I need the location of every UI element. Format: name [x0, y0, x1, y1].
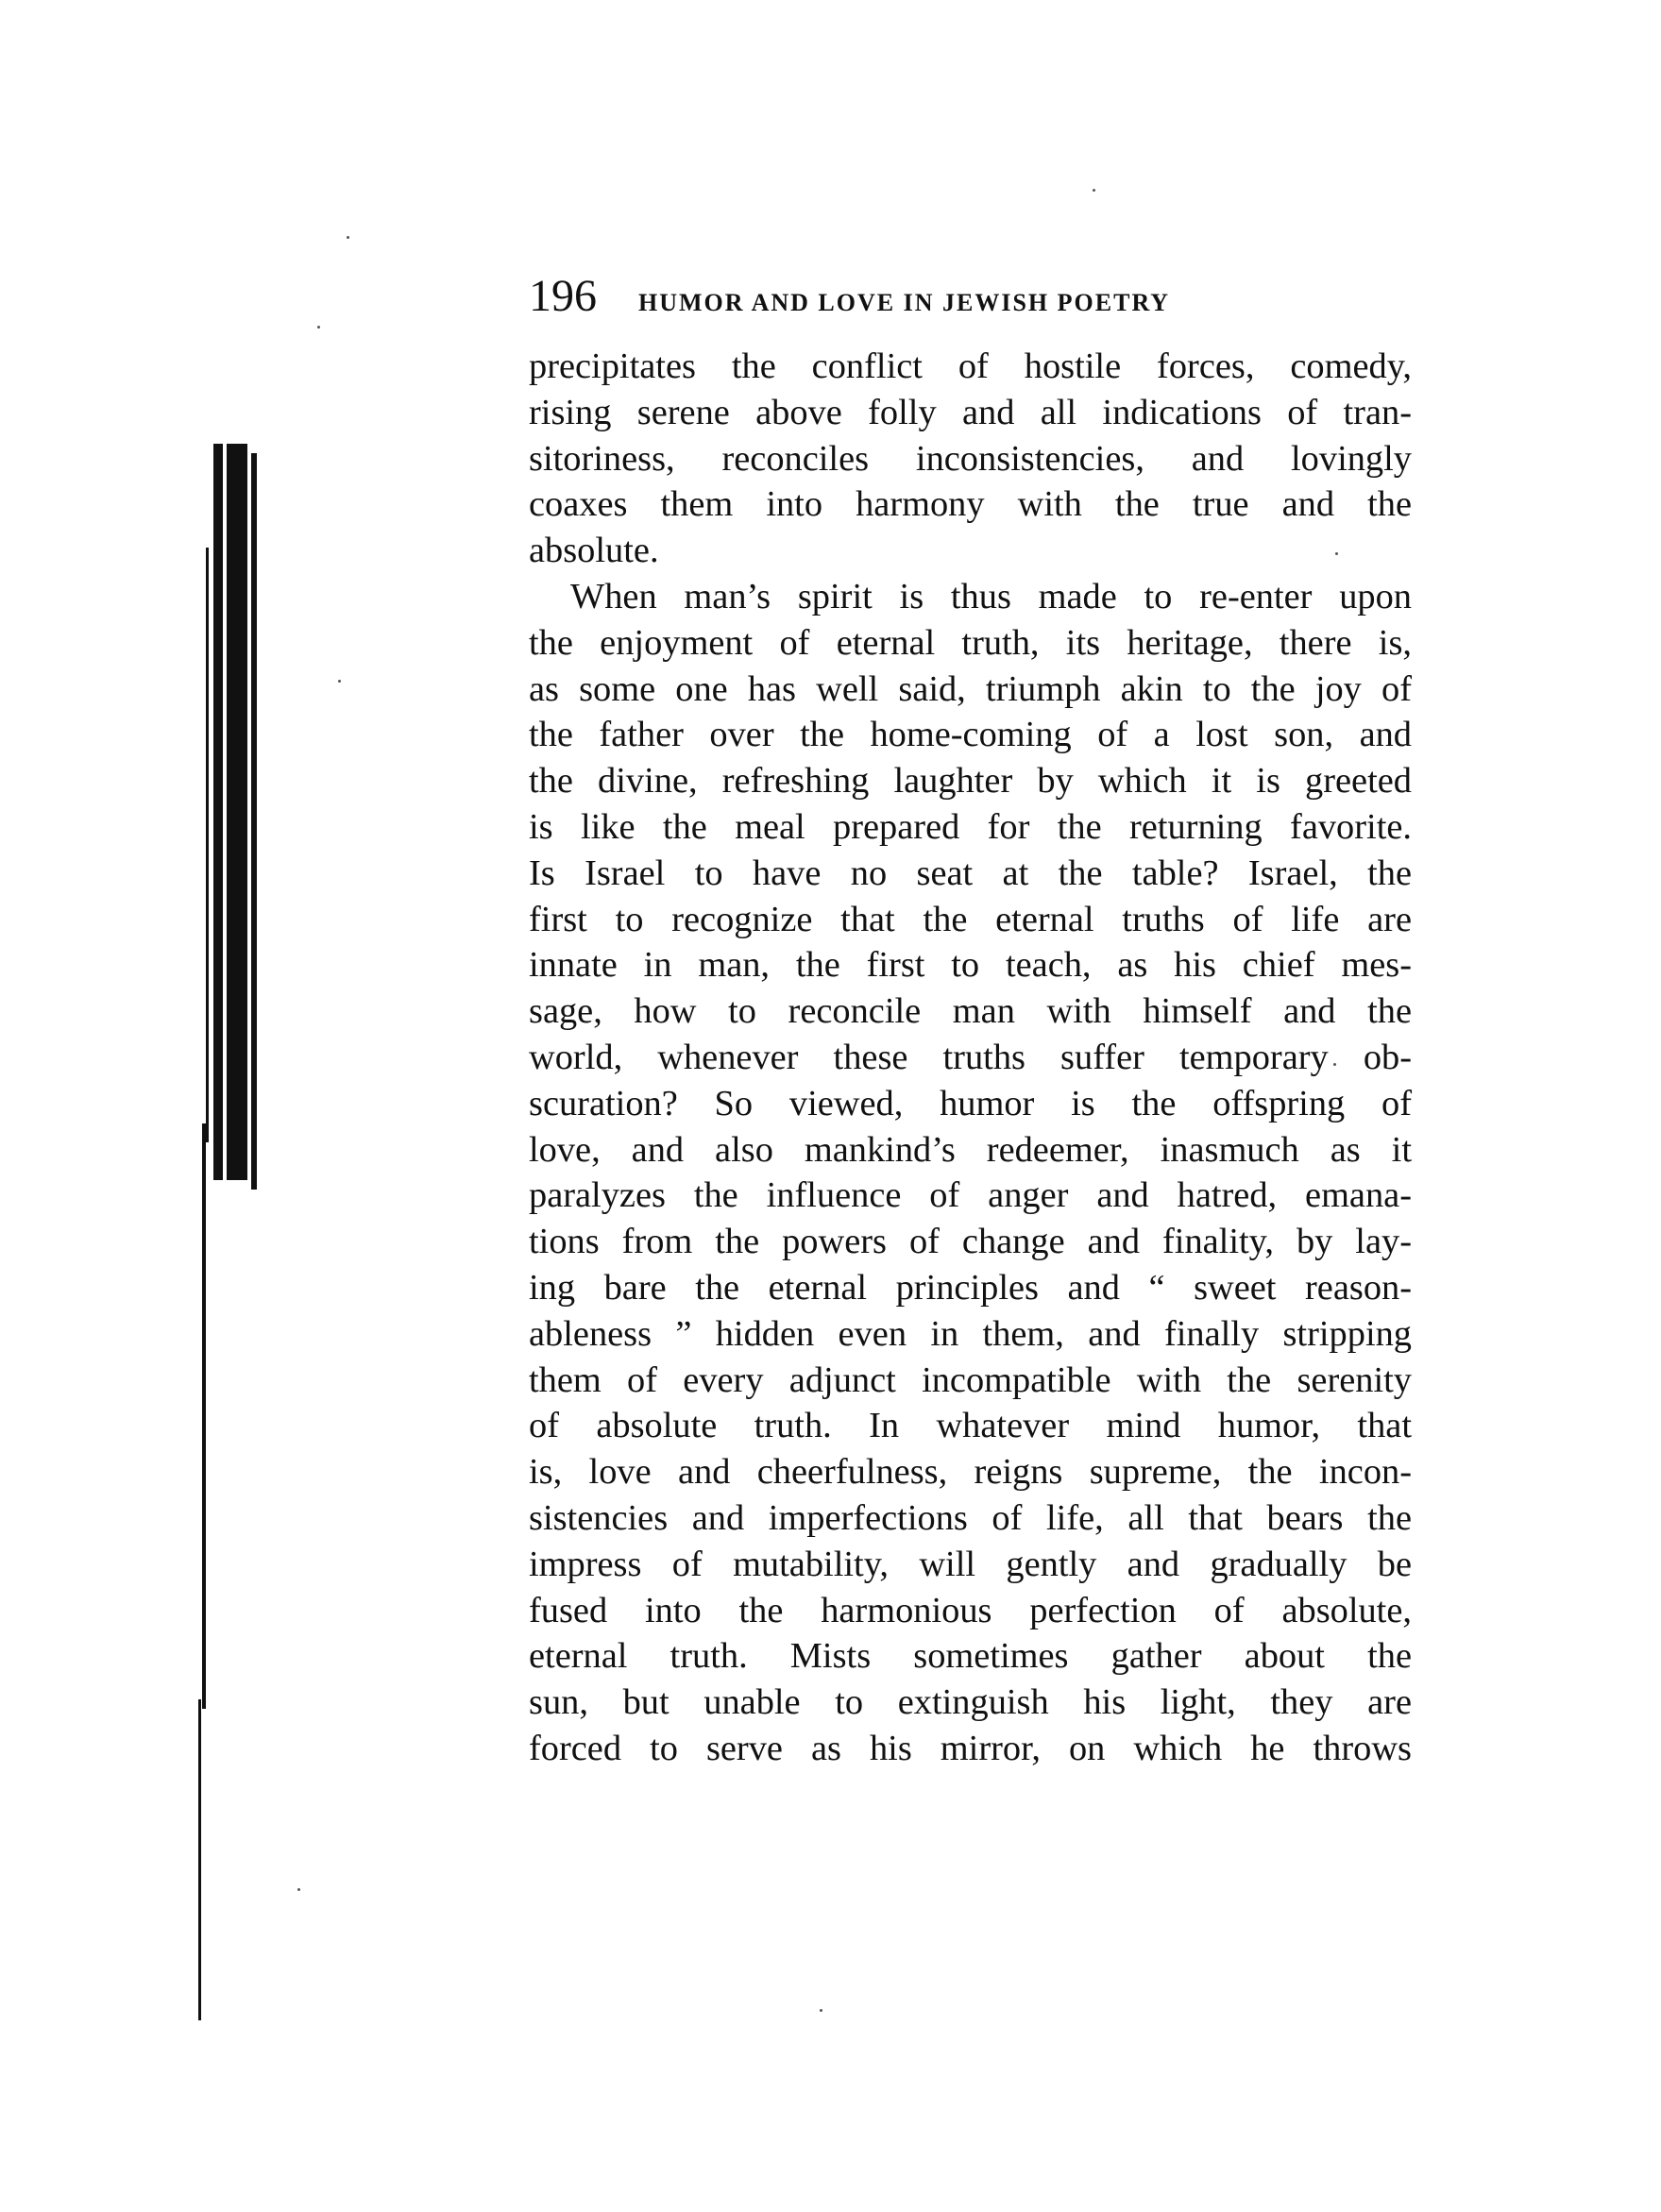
text-line: precipitates the conflict of hostile forces, comedy,	[529, 346, 1412, 386]
text-line: Is Israel to have no seat at the table? Israel, the	[529, 853, 1412, 893]
text-line: coaxes them into harmony with the true and the	[529, 484, 1412, 525]
text-line: first to recognize that the eternal truths of life are	[529, 899, 1412, 939]
scan-speck	[820, 2009, 822, 2012]
text-column	[529, 344, 1412, 1864]
scan-artifact-bar	[227, 444, 247, 1180]
text-line: the father over the home-coming of a lost son, and	[529, 715, 1412, 755]
text-line: absolute.	[529, 531, 659, 571]
text-line: tions from the powers of change and finality, by lay-	[529, 1222, 1412, 1262]
text-line: love, and also mankind’s redeemer, inasmuch as it	[529, 1129, 1412, 1170]
text-line: innate in man, the first to teach, as his chief mes-	[529, 945, 1412, 986]
text-line: sistencies and imperfections of life, all that bears the	[529, 1497, 1412, 1538]
scan-speck	[297, 1888, 300, 1891]
text-line: sage, how to reconcile man with himself and the	[529, 991, 1412, 1032]
text-line: of absolute truth. In whatever mind humor, that	[529, 1406, 1412, 1446]
page-number: 196	[529, 271, 597, 321]
text-line: scuration? So viewed, humor is the offspring of	[529, 1083, 1412, 1123]
text-line: as some one has well said, triumph akin to the joy of	[529, 668, 1412, 709]
paragraph-1	[529, 344, 1412, 574]
text-line: is like the meal prepared for the returning favorite.	[529, 806, 1412, 847]
text-line: sun, but unable to extinguish his light, they are	[529, 1682, 1412, 1723]
scan-artifact-bar	[213, 444, 223, 1180]
scan-speck	[317, 326, 320, 329]
text-line: the enjoyment of eternal truth, its heritage, there is,	[529, 622, 1412, 663]
text-line: is, love and cheerfulness, reigns supreme, the incon-	[529, 1452, 1412, 1493]
running-head	[529, 271, 1407, 330]
text-line: When man’s spirit is thus made to re-enter upon	[570, 576, 1412, 616]
scan-speck	[1093, 189, 1095, 192]
text-line: fused into the harmonious perfection of absolute,	[529, 1590, 1412, 1630]
scan-artifact-bar	[251, 453, 257, 1190]
text-line: ableness ” hidden even in them, and finally stripping	[529, 1313, 1412, 1354]
scan-artifact-bar	[202, 1123, 206, 1709]
scan-speck	[338, 680, 341, 683]
text-line: ing bare the eternal principles and “ sweet reason-	[529, 1267, 1412, 1308]
scan-artifact-bar	[206, 548, 209, 1142]
running-title: HUMOR AND LOVE IN JEWISH POETRY	[638, 289, 1171, 316]
text-line: rising serene above folly and all indications of tran-	[529, 392, 1412, 432]
text-line: the divine, refreshing laughter by which it is greeted	[529, 761, 1412, 802]
scan-artifact-bar	[198, 1699, 201, 2020]
paragraph-2	[529, 574, 1412, 1772]
scan-speck	[347, 236, 349, 239]
text-line: sitoriness, reconciles inconsistencies, and lovingly	[529, 438, 1412, 479]
text-line: paralyzes the influence of anger and hatred, emana-	[529, 1175, 1412, 1216]
text-line: impress of mutability, will gently and gradually be	[529, 1544, 1412, 1584]
text-line: forced to serve as his mirror, on which he throws	[529, 1728, 1412, 1768]
text-line: world, whenever these truths suffer temporary ob-	[529, 1037, 1412, 1077]
text-line: them of every adjunct incompatible with the serenity	[529, 1359, 1412, 1400]
text-line: eternal truth. Mists sometimes gather about the	[529, 1636, 1412, 1677]
